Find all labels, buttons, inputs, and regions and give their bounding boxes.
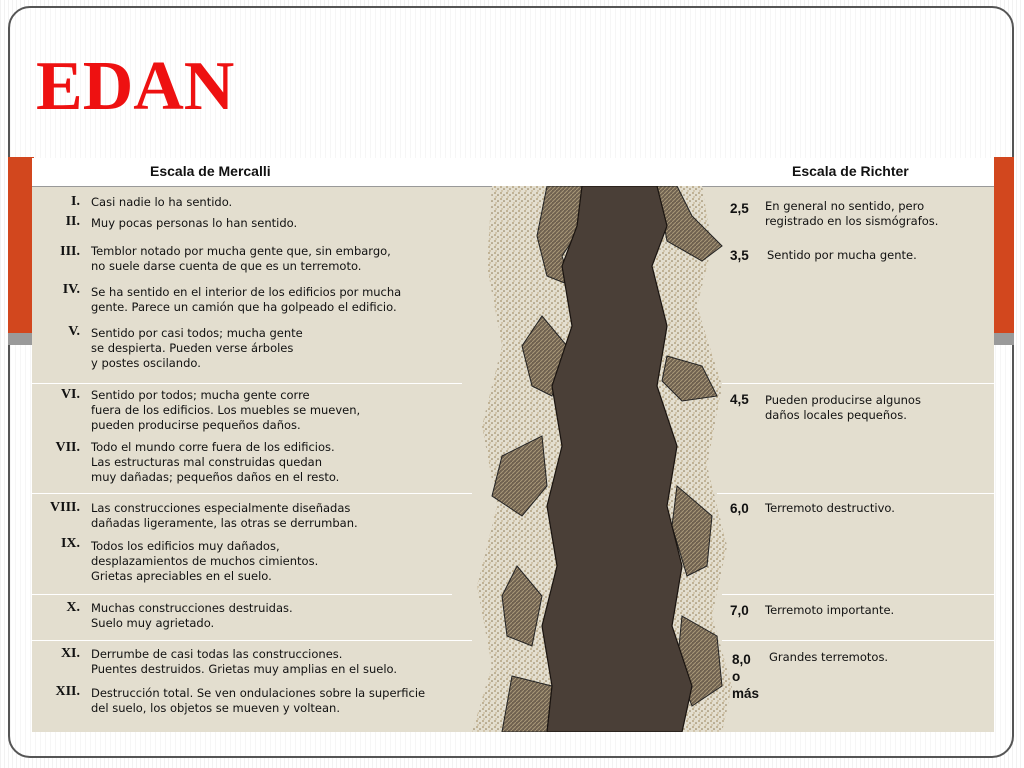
mercalli-desc-1: Casi nadie lo ha sentido. <box>91 195 233 209</box>
earthquake-scale-figure <box>32 158 994 732</box>
mercalli-desc-5: Sentido por casi todos; mucha gente se despierta. Pueden verse árboles y postes oscilando. <box>91 326 303 370</box>
mercalli-desc-7: Todo el mundo corre fuera de los edificios. Las estructuras mal construidas quedan muy dañadas; pequeños daños en el resto. <box>91 440 340 484</box>
mercalli-degree-8: VIII. <box>50 500 80 515</box>
mercalli-degree-5: V. <box>68 324 80 339</box>
mercalli-desc-8: Las construcciones especialmente diseñadas dañadas ligeramente, las otras se derrumban. <box>91 501 358 530</box>
richter-desc-8-0: Grandes terremotos. <box>769 650 889 664</box>
richter-value-8-0: 8,0 o más <box>732 652 760 701</box>
richter-desc-3-5: Sentido por mucha gente. <box>767 248 917 262</box>
row-divider <box>717 493 994 494</box>
row-divider <box>32 594 452 595</box>
mercalli-degree-12: XII. <box>55 684 80 699</box>
richter-value-6-0: 6,0 <box>730 501 749 516</box>
mercalli-header: Escala de Mercalli <box>150 163 271 179</box>
row-divider <box>722 383 994 384</box>
mercalli-degree-6: VI. <box>60 387 80 402</box>
mercalli-desc-10: Muchas construcciones destruidas. Suelo muy agrietado. <box>91 601 293 630</box>
mercalli-desc-9: Todos los edificios muy dañados, desplazamientos de muchos cimientos. Grietas apreciables en el suelo. <box>91 539 319 583</box>
gray-band-right <box>994 333 1014 345</box>
mercalli-degree-10: X. <box>66 600 80 615</box>
row-divider <box>722 640 994 641</box>
accent-band-left <box>8 157 34 333</box>
richter-header: Escala de Richter <box>792 163 909 179</box>
mercalli-desc-12: Destrucción total. Se ven ondulaciones sobre la superficie del suelo, los objetos se mueven y voltean. <box>91 686 426 715</box>
mercalli-degree-2: II. <box>65 214 80 229</box>
row-divider <box>32 640 472 641</box>
gray-band-left <box>8 333 34 345</box>
row-divider <box>32 383 462 384</box>
mercalli-degree-11: XI. <box>60 646 80 661</box>
row-divider <box>722 594 994 595</box>
figure-header <box>32 158 994 187</box>
richter-value-7-0: 7,0 <box>730 603 749 618</box>
mercalli-degree-9: IX. <box>60 536 80 551</box>
accent-band-right <box>994 157 1014 333</box>
richter-value-4-5: 4,5 <box>730 392 749 407</box>
richter-value-2-5: 2,5 <box>730 201 749 216</box>
slide-title: EDAN <box>36 48 235 125</box>
mercalli-desc-3: Temblor notado por mucha gente que, sin embargo, no suele darse cuenta de que es un terremoto. <box>91 244 391 273</box>
mercalli-degree-4: IV. <box>62 282 80 297</box>
mercalli-desc-4: Se ha sentido en el interior de los edificios por mucha gente. Parece un camión que ha golpeado el edificio. <box>91 285 402 314</box>
richter-desc-2-5: En general no sentido, pero registrado en los sismógrafos. <box>765 199 939 228</box>
mercalli-degree-3: III. <box>60 244 80 259</box>
richter-desc-4-5: Pueden producirse algunos daños locales pequeños. <box>765 393 921 422</box>
mercalli-degree-1: I. <box>71 194 80 209</box>
richter-value-3-5: 3,5 <box>730 248 749 263</box>
mercalli-desc-6: Sentido por todos; mucha gente corre fuera de los edificios. Los muebles se mueven, pueden producirse pequeños daños. <box>91 388 361 432</box>
ground-crack-illustration <box>452 186 752 732</box>
mercalli-desc-11: Derrumbe de casi todas las construcciones. Puentes destruidos. Grietas muy amplias en el suelo. <box>91 647 398 676</box>
row-divider <box>32 493 472 494</box>
mercalli-degree-7: VII. <box>55 440 80 455</box>
richter-desc-6-0: Terremoto destructivo. <box>765 501 895 515</box>
mercalli-desc-2: Muy pocas personas lo han sentido. <box>91 216 298 230</box>
richter-desc-7-0: Terremoto importante. <box>765 603 895 617</box>
